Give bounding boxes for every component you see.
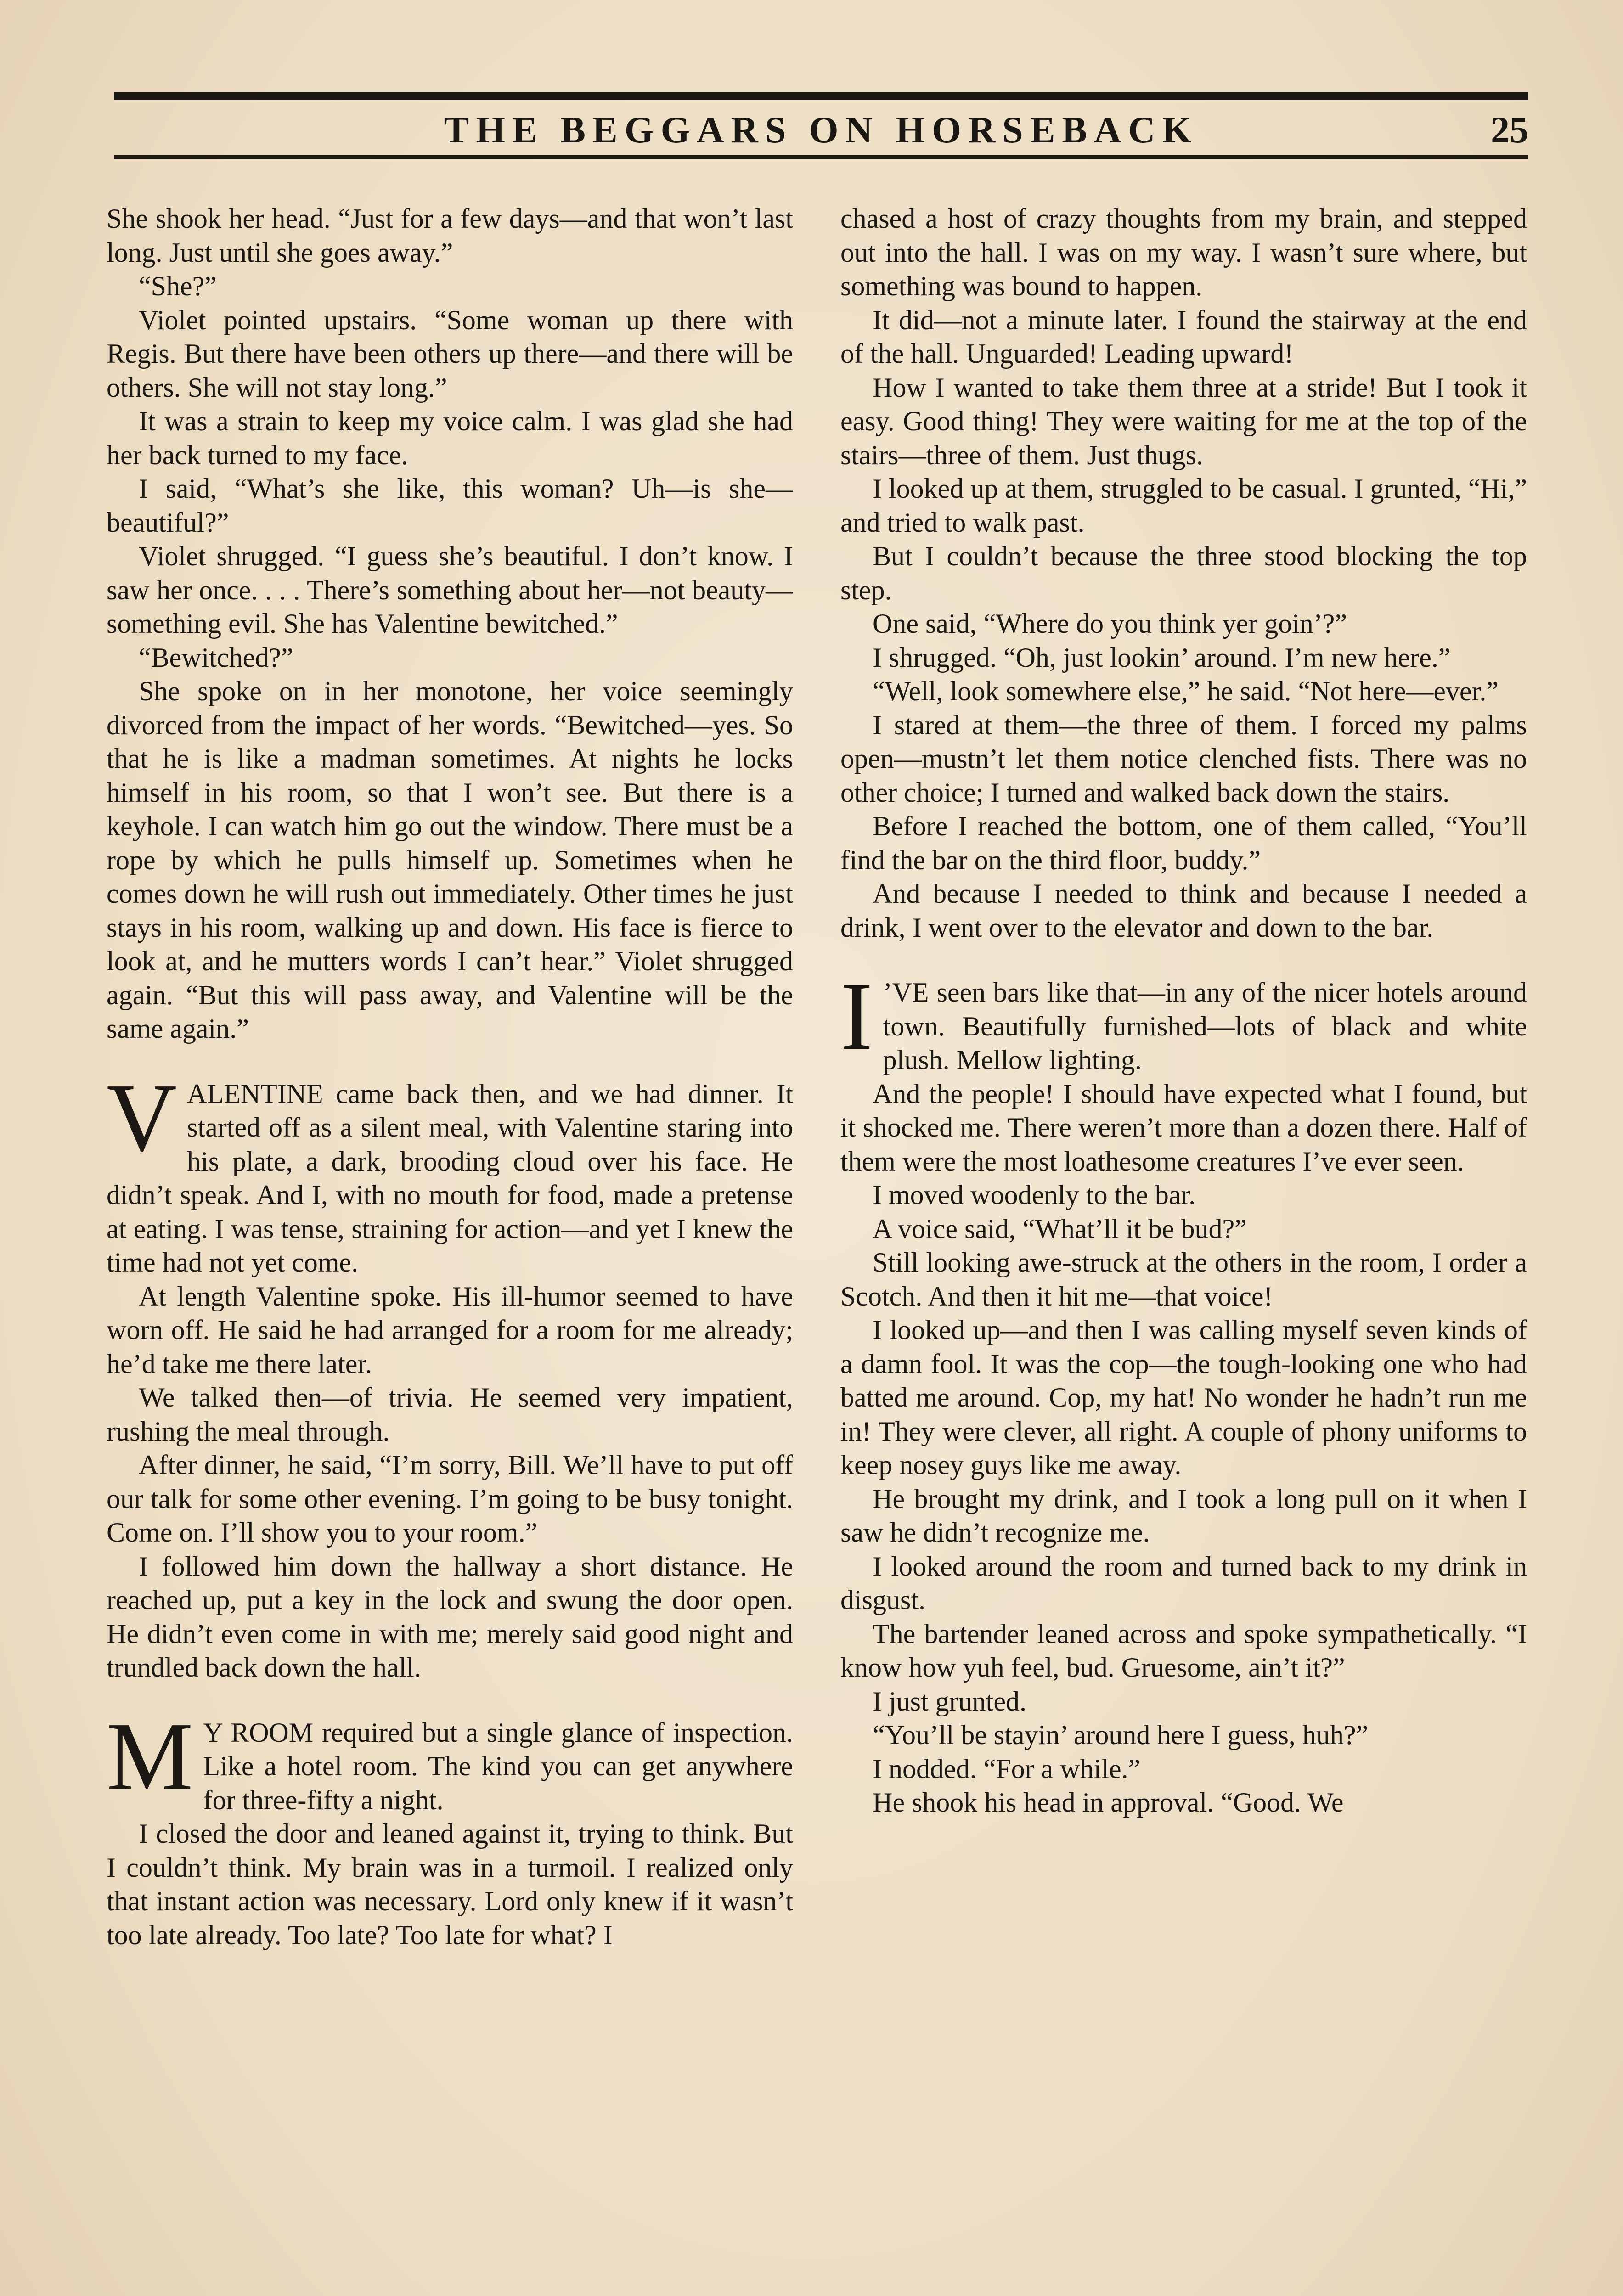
paragraph: A voice said, “What’ll it be bud?” xyxy=(873,1213,1247,1244)
paragraph: “She?” xyxy=(139,271,217,301)
paragraph: I looked up—and then I was calling myself seven kinds of a damn fool. It was the cop—the tough-looking one who had batted me around. Cop, my hat! No wonder he hadn’t run me in! They were clever, all right. A couple of phony uniforms to keep nosey guys like me away. xyxy=(840,1315,1527,1480)
paragraph-text: Y ROOM required but a single glance of inspection. Like a hotel room. The kind you can get anywhere for three-fifty a night. xyxy=(203,1717,793,1815)
paragraph-text: ’VE seen bars like that—in any of the nicer hotels around town. Beautifully furnished—lots of black and white plush. Mellow lighting. xyxy=(883,977,1527,1075)
header-rule-bottom xyxy=(114,155,1528,159)
section-break xyxy=(107,1685,793,1716)
paragraph: I followed him down the hallway a short distance. He reached up, put a key in the lock and swung the door open. He didn’t even come in with me; merely said good night and trundled back down the hall. xyxy=(107,1551,793,1683)
left-column xyxy=(107,202,793,2296)
paragraph: I looked up at them, struggled to be casual. I grunted, “Hi,” and tried to walk past. xyxy=(840,473,1527,538)
page-header xyxy=(114,105,1528,155)
section-break xyxy=(107,1046,793,1077)
paragraph: “You’ll be stayin’ around here I guess, huh?” xyxy=(873,1720,1369,1750)
paragraph: And the people! I should have expected what I found, but it shocked me. There weren’t more than a dozen there. Half of them were the most loathesome creatures I’ve ever seen. xyxy=(840,1078,1527,1176)
paragraph: Violet shrugged. “I guess she’s beautiful. I don’t know. I saw her once. . . . There’s something about her—not beauty—something evil. She has Valentine bewitched.” xyxy=(107,541,793,639)
paragraph: The bartender leaned across and spoke sympathetically. “I know how yuh feel, bud. Gruesome, ain’t it?” xyxy=(840,1618,1527,1683)
paragraph: I stared at them—the three of them. I forced my palms open—mustn’t let them notice clenched fists. There was no other choice; I turned and walked back down the stairs. xyxy=(840,709,1527,808)
paragraph: I moved woodenly to the bar. xyxy=(873,1180,1196,1210)
right-column xyxy=(840,202,1527,2296)
page-number: 25 xyxy=(1491,109,1528,151)
paragraph: At length Valentine spoke. His ill-humor seemed to have worn off. He said he had arranged for a room for me already; he’d take me there later. xyxy=(107,1281,793,1379)
header-rule-top xyxy=(114,92,1528,100)
drop-cap: M xyxy=(107,1702,193,1810)
section-opening-paragraph xyxy=(107,1063,793,1280)
paragraph: “Bewitched?” xyxy=(139,642,293,673)
paragraph: I shrugged. “Oh, just lookin’ around. I’m new here.” xyxy=(873,642,1451,673)
paragraph: One said, “Where do you think yer goin’?” xyxy=(873,608,1347,639)
paragraph: I just grunted. xyxy=(873,1686,1026,1716)
paragraph: She spoke on in her monotone, her voice seemingly divorced from the impact of her words. “Bewitched—yes. So that he is like a madman sometimes. At nights he locks himself in his room, so that I won’t see. But there is a keyhole. I can watch him go out the window. There must be a rope by which he pulls himself up. Sometimes when he comes down he will rush out immediately. Other times he just stays in his room, walking up and down. His face is fierce to look at, and he mutters words I can’t hear.” Violet shrugged again. “But this will pass away, and Valentine will be the same again.” xyxy=(107,676,793,1044)
paragraph: It was a strain to keep my voice calm. I was glad she had her back turned to my face. xyxy=(107,406,793,470)
drop-cap: V xyxy=(107,1063,177,1171)
paragraph: How I wanted to take them three at a stride! But I took it easy. Good thing! They were waiting for me at the top of the stairs—three of them. Just thugs. xyxy=(840,372,1527,470)
paragraph: He shook his head in approval. “Good. We xyxy=(873,1787,1344,1818)
paragraph: And because I needed to think and because I needed a drink, I went over to the elevator and down to the bar. xyxy=(840,878,1527,943)
paragraph: But I couldn’t because the three stood blocking the top step. xyxy=(840,541,1527,605)
paragraph: “Well, look somewhere else,” he said. “Not here—ever.” xyxy=(873,676,1499,706)
section-opening-paragraph xyxy=(107,1702,793,1818)
paragraph: Before I reached the bottom, one of them called, “You’ll find the bar on the third floor, buddy.” xyxy=(840,811,1527,875)
paragraph: Still looking awe-struck at the others in the room, I order a Scotch. And then it hit me—that voice! xyxy=(840,1247,1527,1311)
paragraph: I nodded. “For a while.” xyxy=(873,1753,1141,1784)
paragraph: He brought my drink, and I took a long pull on it when I saw he didn’t recognize me. xyxy=(840,1483,1527,1548)
section-break xyxy=(840,945,1527,976)
running-title: THE BEGGARS ON HORSEBACK xyxy=(444,109,1199,151)
drop-cap: I xyxy=(840,962,873,1070)
paragraph-text: ALENTINE came back then, and we had dinner. It started off as a silent meal, with Valentine staring into his plate, a dark, brooding cloud over his face. He didn’t speak. And I, with no mouth for food, made a pretense at eating. I was tense, straining for action—and yet I knew the time had not yet come. xyxy=(107,1078,793,1277)
paragraph: It did—not a minute later. I found the stairway at the end of the hall. Unguarded! Leading upward! xyxy=(840,304,1527,369)
paragraph: chased a host of crazy thoughts from my brain, and stepped out into the hall. I was on my way. I wasn’t sure where, but something was bound to happen. xyxy=(840,203,1527,301)
paragraph: Violet pointed upstairs. “Some woman up there with Regis. But there have been others up there—and there will be others. She will not stay long.” xyxy=(107,304,793,403)
paragraph: I looked around the room and turned back to my drink in disgust. xyxy=(840,1551,1527,1615)
paragraph: After dinner, he said, “I’m sorry, Bill. We’ll have to put off our talk for some other evening. I’m going to be busy tonight. Come on. I’ll show you to your room.” xyxy=(107,1450,793,1548)
section-opening-paragraph xyxy=(840,962,1527,1077)
paragraph: She shook her head. “Just for a few days—and that won’t last long. Just until she goes away.” xyxy=(107,203,793,268)
paragraph: I said, “What’s she like, this woman? Uh—is she—beautiful?” xyxy=(107,473,793,538)
paragraph: We talked then—of trivia. He seemed very impatient, rushing the meal through. xyxy=(107,1382,793,1446)
paragraph: I closed the door and leaned against it, trying to think. But I couldn’t think. My brain was in a turmoil. I realized only that instant action was necessary. Lord only knew if it wasn’t too late already. Too late? Too late for what? I xyxy=(107,1818,793,1950)
